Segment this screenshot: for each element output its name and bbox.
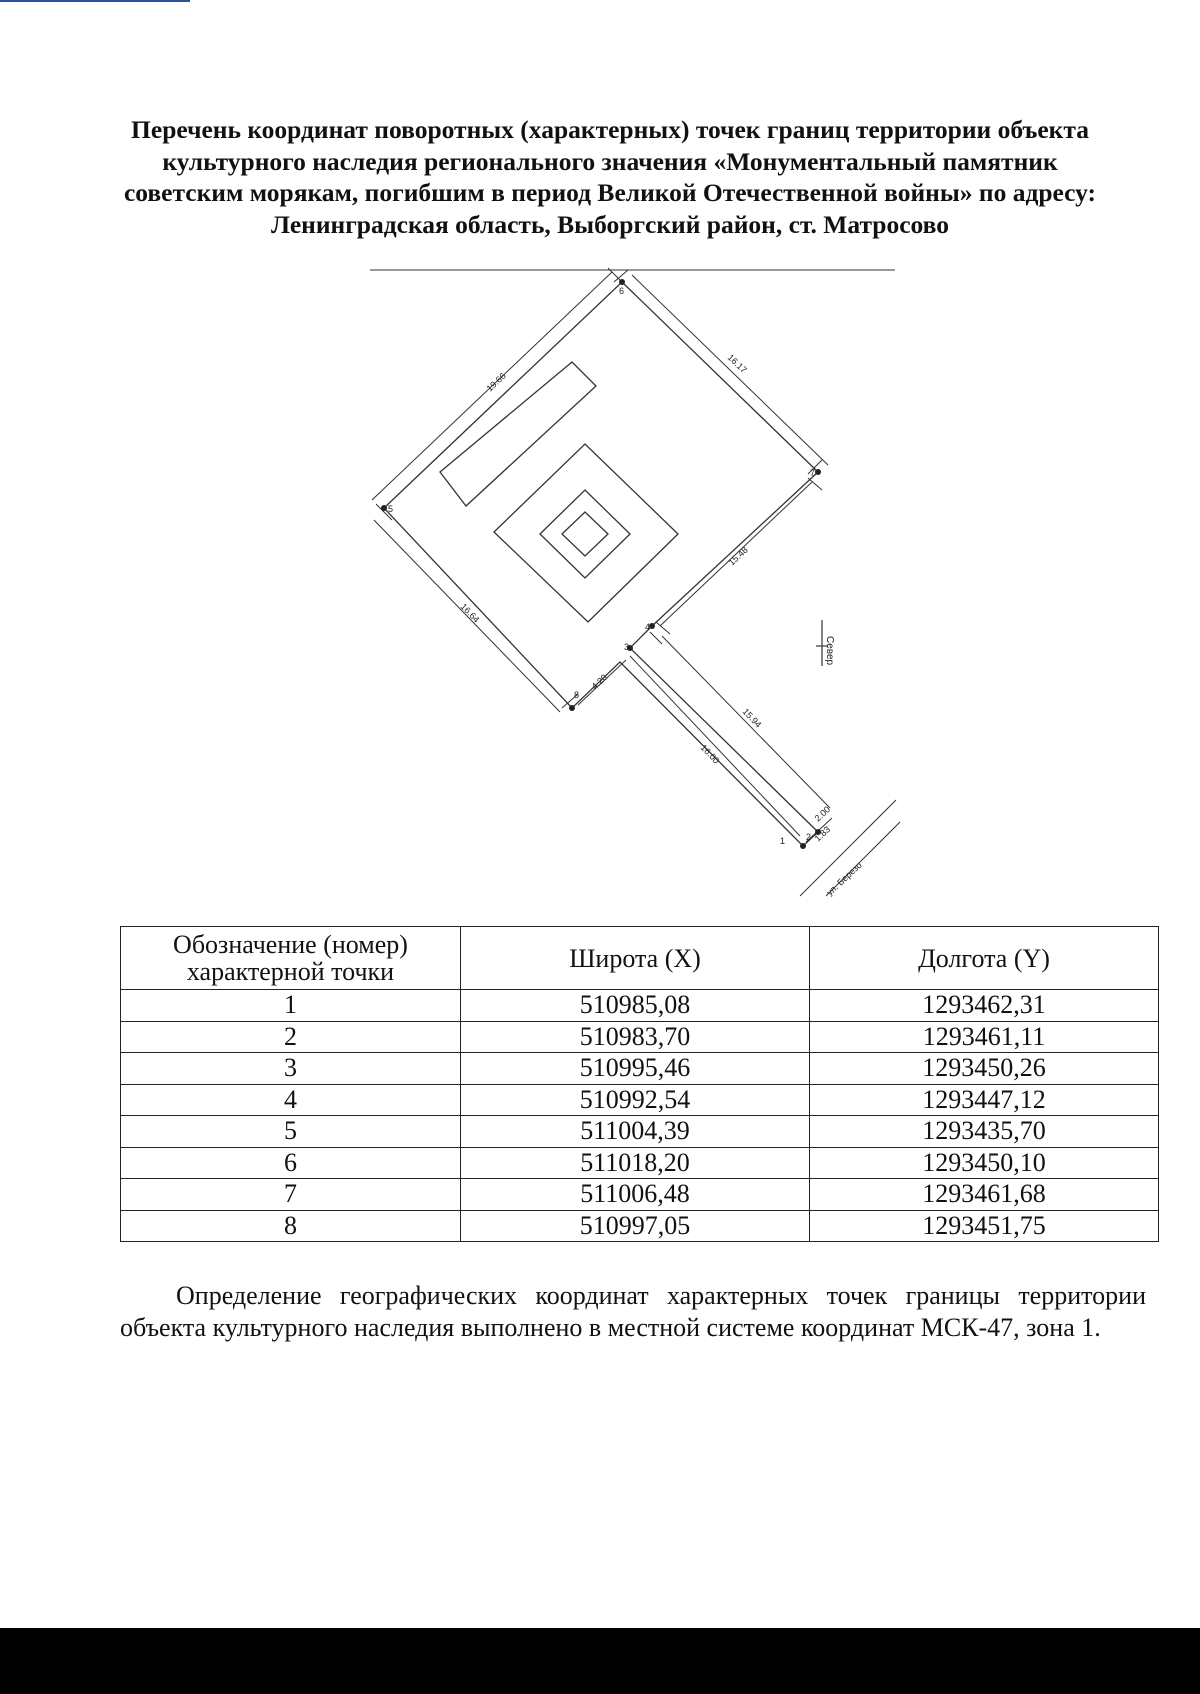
boundary-point xyxy=(619,279,625,285)
memorial-outer-square xyxy=(494,444,678,622)
longitude-value: 1293461,11 xyxy=(810,1021,1159,1053)
point-number: 7 xyxy=(121,1179,461,1211)
table-row xyxy=(121,1084,1159,1116)
boundary-point xyxy=(800,843,806,849)
latitude-value: 511006,48 xyxy=(461,1179,810,1211)
longitude-value: 1293450,10 xyxy=(810,1147,1159,1179)
road-label: ул. Березо xyxy=(824,859,864,898)
dimension-line xyxy=(662,636,830,808)
dimension-label: 1.83 xyxy=(812,824,833,844)
longitude-value: 1293447,12 xyxy=(810,1084,1159,1116)
table-row xyxy=(121,1210,1159,1242)
latitude-value: 510995,46 xyxy=(461,1053,810,1085)
table-row xyxy=(121,1116,1159,1148)
boundary-point xyxy=(381,505,387,511)
boundary-point xyxy=(569,705,575,711)
dimension-label: 19.66 xyxy=(484,370,508,394)
latitude-value: 510983,70 xyxy=(461,1021,810,1053)
latitude-value: 511018,20 xyxy=(461,1147,810,1179)
point-number: 8 xyxy=(121,1210,461,1242)
dimension-label: 4.20 xyxy=(589,672,610,692)
dimension-ticks xyxy=(376,268,822,708)
longitude-value: 1293451,75 xyxy=(810,1210,1159,1242)
point-label: 6 xyxy=(619,286,625,296)
longitude-value: 1293461,68 xyxy=(810,1179,1159,1211)
dimension-label: 16.17 xyxy=(725,352,749,376)
column-header-point: Обозначение (номер) характерной точки xyxy=(121,927,461,990)
dimension-label: 15.48 xyxy=(726,544,750,568)
point-label: 3 xyxy=(624,642,630,652)
north-label: Север xyxy=(824,636,835,666)
point-number: 3 xyxy=(121,1053,461,1085)
point-label: 5 xyxy=(388,504,394,514)
point-number: 5 xyxy=(121,1116,461,1148)
table-row xyxy=(121,1053,1159,1085)
point-label: 7 xyxy=(810,468,816,478)
table-row xyxy=(121,1021,1159,1053)
scan-bottom-bar xyxy=(0,1628,1200,1694)
latitude-value: 510985,08 xyxy=(461,990,810,1022)
point-number: 1 xyxy=(121,990,461,1022)
point-label: 8 xyxy=(574,690,580,700)
latitude-value: 510997,05 xyxy=(461,1210,810,1242)
document-title: Перечень координат поворотных (характерных) точек границ территории объекта культурного наследия регионального значения «Монументальный памятник советским морякам, погибшим в период Великой Отечественной войны» по адресу: Ленинградская область, Выборгский район, ст. Матросово xyxy=(123,115,1097,239)
dimension-label: 2.00 xyxy=(812,804,833,824)
longitude-value: 1293462,31 xyxy=(810,990,1159,1022)
dimension-line xyxy=(632,275,828,465)
dimension-label: 16.64 xyxy=(458,601,482,625)
table-row xyxy=(121,1147,1159,1179)
longitude-value: 1293450,26 xyxy=(810,1053,1159,1085)
coordinates-table xyxy=(120,926,1159,1242)
latitude-value: 511004,39 xyxy=(461,1116,810,1148)
boundary-points xyxy=(381,279,821,849)
column-header-longitude: Долгота (Y) xyxy=(810,927,1159,990)
table-header-row xyxy=(121,927,1159,990)
dimension-line xyxy=(630,656,800,836)
longitude-value: 1293435,70 xyxy=(810,1116,1159,1148)
column-header-latitude: Широта (X) xyxy=(461,927,810,990)
point-number: 2 xyxy=(121,1021,461,1053)
point-label: 1 xyxy=(780,836,786,846)
point-number: 4 xyxy=(121,1084,461,1116)
memorial-middle-square xyxy=(540,490,630,578)
memorial-slab xyxy=(440,362,596,506)
table-row xyxy=(121,1179,1159,1211)
coordinate-system-note: Определение географических координат характерных точек границы территории объекта культурного наследия выполнено в местной системе координат МСК-47, зона 1. xyxy=(120,1281,1146,1342)
point-label: 4 xyxy=(645,622,651,632)
latitude-value: 510992,54 xyxy=(461,1084,810,1116)
dimension-label: 16.00 xyxy=(698,742,722,766)
point-label: 2 xyxy=(806,832,812,842)
territory-boundary xyxy=(384,282,818,846)
dimension-label: 15.94 xyxy=(740,706,764,730)
table-row xyxy=(121,990,1159,1022)
memorial-inner-square xyxy=(562,512,608,556)
boundary-point xyxy=(815,469,821,475)
point-number: 6 xyxy=(121,1147,461,1179)
